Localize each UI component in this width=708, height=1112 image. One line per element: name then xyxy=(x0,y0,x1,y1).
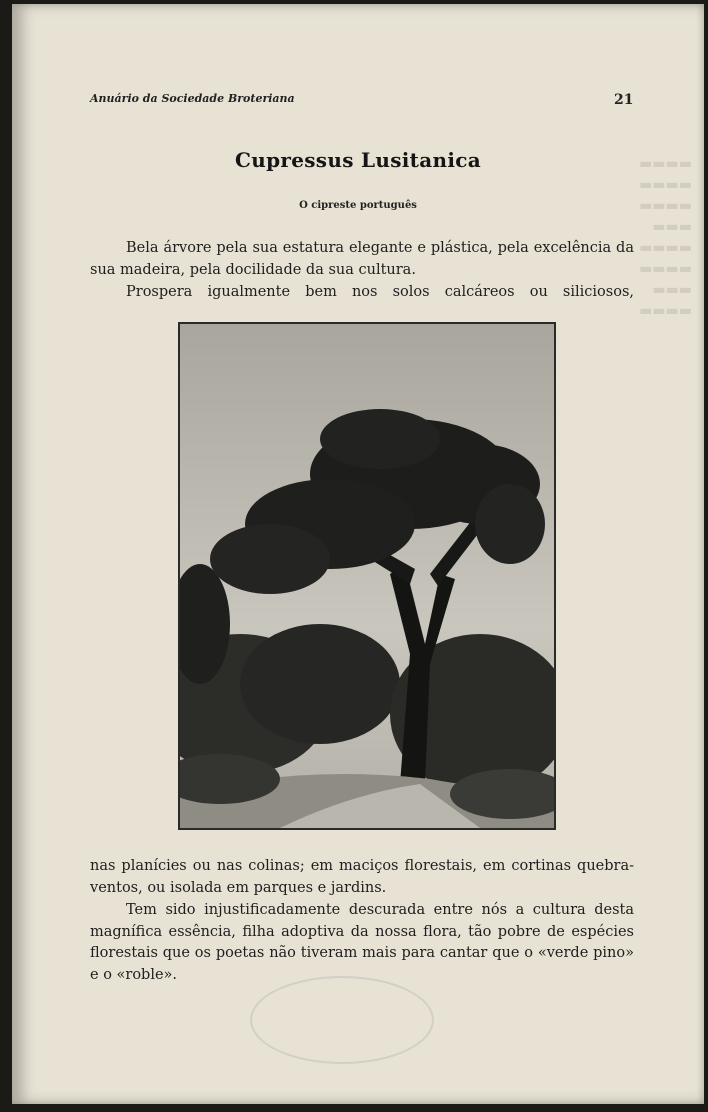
show-through-texture: ▬▬▬▬ ▬▬▬▬ ▬▬▬▬ ▬▬▬ ▬▬▬▬ ▬▬▬▬ ▬▬▬ ▬▬▬▬ xyxy=(639,156,692,319)
paragraph-intro: Bela árvore pela sua estatura elegante e plástica, pela excelência da sua madeira, pela docilidade da sua cultura. xyxy=(90,240,634,278)
library-stamp-watermark xyxy=(250,976,434,1064)
article-subtitle: O cipreste português xyxy=(299,200,417,211)
page-number: 21 xyxy=(614,92,634,108)
paragraph-soils-start: Prospera igualmente bem nos solos calcáreos ou siliciosos, xyxy=(126,284,634,300)
running-head: Anuário da Sociedade Broteriana xyxy=(90,92,295,105)
paragraph-soils-end: nas planícies ou nas colinas; em maciços florestais, em cortinas quebra-ventos, ou isolada em parques e jardins. xyxy=(90,858,634,896)
paragraph-neglect: Tem sido injustificadamente descurada entre nós a cultura desta magnífica essência, filha adoptiva da nossa flora, tão pobre de espécies florestais que os poetas não tiveram mais para cantar que o «verde pino» e o «roble». xyxy=(90,902,634,983)
tree-photograph xyxy=(178,322,556,830)
cypress-tree-illustration xyxy=(180,324,554,828)
book-page xyxy=(12,4,704,1104)
article-title: Cupressus Lusitanica xyxy=(235,148,481,172)
